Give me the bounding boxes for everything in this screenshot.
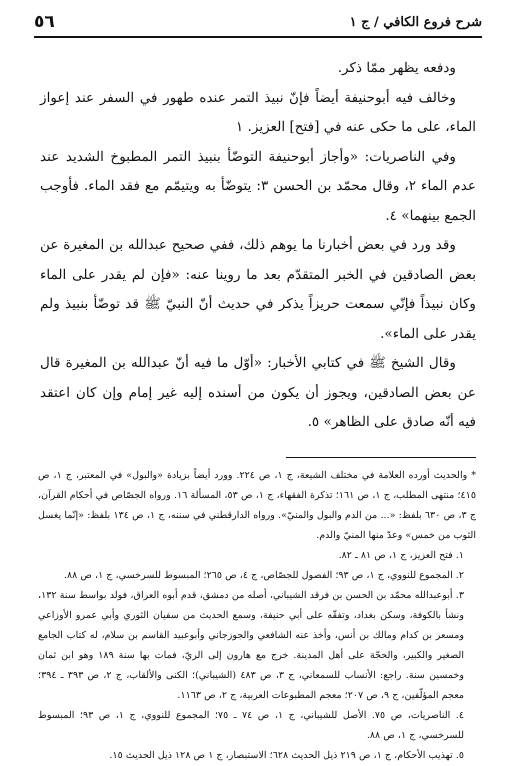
- paragraph: ودفعه يظهر ممّا ذكر.: [337, 60, 456, 76]
- running-title: شرح فروع الكافي / ج ١: [349, 14, 482, 30]
- paragraph: وقد ورد في بعض أخبارنا ما يوهم ذلك، ففي صحيح عبدالله بن المغيرة عن بعض الصادقين في الخبر المتقدّم بعد ما روينا عنه: «فإن لم يقدر على الماء وكان نبيذاً فإنّي سمعت حريزاً يذكر في حديث أنّ النبيّ ﷺ قد توضّأ بنبيذ ولم يقدر على الماء».: [40, 237, 476, 342]
- footnote: ٥. تهذيب الأحكام، ج ١، ص ٢١٩ ذيل الحديث ٦٢٨؛ الاستبصار، ج ١ ص ١٢٨ ذيل الحديث ١٥.: [109, 750, 464, 761]
- footnote: ٣. أبوعبدالله محمّد بن الحسن بن فرقد الشيباني، أصله من دمشق، قدم أبوه العراق، فولد بواسط سنة ١٣٢، ونشأ بالكوفة، وسكن بغداد، وتفقّه على أبي حنيفة، وسمع الحديث من سفيان الثوري وأبي عمرو الأوزاعي ومسعر بن كدام ومالك بن أنس، وأخذ عنه الشافعي والجوزجاني وأبوعبيد القاسم بن سلام، له كتاب الجامع الصغير والكبير، والحجّة على أهل المدينة. خرج مع هارون إلى الريّ، فمات بها سنة ١٨٩ وهو ابن ثمان وخمسين سنة. راجع: الأنساب للسمعاني، ج ٣، ص ٤٨٣ (الشيباني)؛ الكنى والألقاب، ج ٢، ص ٣٩٣ ـ ٣٩٤؛ معجم المؤلّفين، ج ٩، ص ٢٠٧؛ معجم المطبوعات العربية، ج ٢، ص ١١٦٣.: [38, 590, 464, 701]
- page-header: [34, 10, 482, 34]
- paragraph: وخالف فيه أبوحنيفة أيضاً فإنّ نبيذ التمر عنده طهور في السفر عند إعواز الماء، على ما حكى عنه في [فتح] العزيز. ١: [40, 89, 476, 135]
- page-number: ٥٦: [34, 12, 55, 32]
- footnotes: [38, 466, 476, 766]
- paragraph: وقال الشيخ ﷺ في كتابي الأخبار: «أوّل ما فيه أنّ عبدالله بن المغيرة قال عن بعض الصادقين، ويجوز أن يكون من أسنده إليه غير إمام وإن كان اعتقد فيه أنّه صادق على الظاهر» ٥.: [40, 355, 476, 430]
- footnote-rule: [286, 457, 476, 458]
- footnote: ١. فتح العزيز، ج ١، ص ٨١ ـ ٨٢.: [338, 550, 464, 561]
- main-text: [40, 54, 476, 438]
- paragraph: وفي الناصريات: «وأجاز أبوحنيفة التوضّأ بنبيذ التمر المطبوخ الشديد عند عدم الماء ٢، وقال محمّد بن الحسن ٣: يتوضّأ به ويتيمّم مع فقد الماء. فأوجب الجمع بينهما» ٤.: [40, 148, 476, 224]
- footnote: ٢. المجموع للنووي، ج ١، ص ٩٣؛ الفصول للجصّاص، ج ٤، ص ٢٦٥؛ المبسوط للسرخسي، ج ١، ص ٨٨.: [63, 570, 464, 581]
- footnote-star: * والحديث أورده العلامة في مختلف الشيعة، ج ١، ص ٢٢٤. وورد أيضاً بزيادة «والبول» في المعتبر، ج ١، ص ٤١٥؛ منتهى المطلب، ج ١، ص ١٦١؛ تذكرة الفقهاء، ج ١، ص ٥٣، المسألة ١٦. ورواه الجصّاص في أحكام القرآن، ج ٣، ص ٦٣٠ بلفظ: «... من الدم والبول والمنيّ». ورواه الدارقطني في سننه، ج ١، ص ١٣٤ بلفظ: «إنّما يغسل الثوب من خمس» وعدّ منها المنيّ والدم.: [38, 470, 477, 541]
- header-rule: [34, 36, 482, 38]
- footnote: ٤. الناصريات، ص ٧٥. الأصل للشيباني، ج ١، ص ٧٤ ـ ٧٥؛ المجموع للنووي، ج ١، ص ٩٣؛ المبسوط للسرخسي، ج ١، ص ٨٨.: [38, 710, 464, 741]
